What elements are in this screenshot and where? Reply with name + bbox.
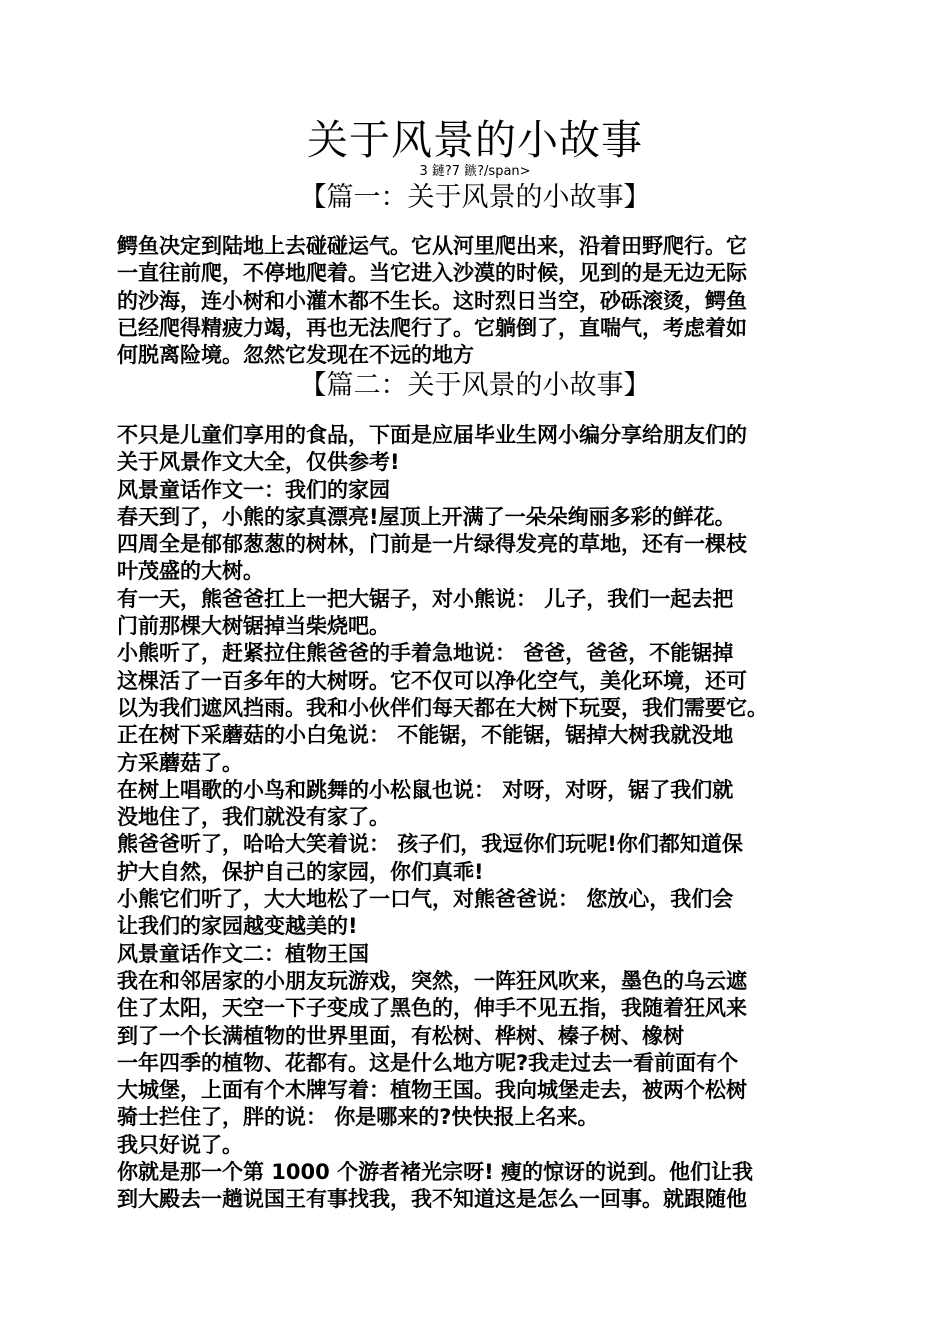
text-line: 风景童话作文一：我们的家园: [117, 477, 390, 502]
text-line: 关于风景作文大全，仅供参考!: [117, 450, 400, 475]
document-meta: 3 鏈?7 鏃?/span>: [419, 164, 531, 179]
text-line: 你就是那一个第 1000 个游者褚光宗呀! 瘦的惊讶的说到。他们让我: [117, 1160, 753, 1185]
text-line: 在树上唱歌的小鸟和跳舞的小松鼠也说： 对呀，对呀，锯了我们就: [117, 777, 734, 802]
text-line: 熊爸爸听了，哈哈大笑着说： 孩子们，我逗你们玩呢!你们都知道保: [117, 832, 743, 857]
text-line: 一直往前爬，不停地爬着。当它进入沙漠的时候，见到的是无边无际: [117, 261, 747, 286]
text-line: 不只是儿童们享用的食品，下面是应届毕业生网小编分享给朋友们的: [117, 423, 747, 447]
text-line: 这棵活了一百多年的大树呀。它不仅可以净化空气，美化环境，还可: [117, 668, 747, 693]
text-line: 门前那棵大树锯掉当柴烧吧。: [117, 614, 390, 639]
text-line: 正在树下采蘑菇的小白兔说： 不能锯，不能锯，锯掉大树我就没地: [117, 723, 734, 748]
text-line: 小熊听了，赶紧拉住熊爸爸的手着急地说： 爸爸，爸爸，不能锯掉: [117, 641, 734, 666]
text-line: 方采蘑菇了。: [117, 750, 243, 775]
text-line: 一年四季的植物、花都有。这是什么地方呢?我走过去一看前面有个: [117, 1050, 739, 1075]
text-line: 让我们的家园越变越美的!: [117, 914, 358, 939]
text-line: 护大自然，保护自己的家园，你们真乖!: [117, 859, 484, 884]
section-2-heading: 【篇二：关于风景的小故事】: [299, 370, 651, 401]
text-line: 我只好说了。: [117, 1132, 243, 1157]
text-line: 没地住了，我们就没有家了。: [117, 805, 390, 830]
section-1-heading: 【篇一：关于风景的小故事】: [299, 182, 651, 213]
text-line: 已经爬得精疲力竭，再也无法爬行了。它躺倒了，直喘气，考虑着如: [117, 315, 747, 340]
text-line: 四周全是郁郁葱葱的树林，门前是一片绿得发亮的草地，还有一棵枝: [117, 532, 747, 557]
text-line: 住了太阳，天空一下子变成了黑色的，伸手不见五指，我随着狂风来: [117, 996, 747, 1021]
text-line: 我在和邻居家的小朋友玩游戏，突然，一阵狂风吹来，墨色的乌云遮: [117, 968, 747, 993]
text-line: 春天到了，小熊的家真漂亮!屋顶上开满了一朵朵绚丽多彩的鲜花。: [117, 504, 736, 529]
text-line: 到了一个长满植物的世界里面，有松树、桦树、榛子树、橡树: [117, 1023, 684, 1048]
text-line: 的沙海，连小树和小灌木都不生长。这时烈日当空，砂砾滚烫，鳄鱼: [117, 288, 747, 313]
section-1-body: [117, 233, 857, 369]
text-line: 以为我们遮风挡雨。我和小伙伴们每天都在大树下玩耍，我们需要它。: [117, 695, 768, 720]
text-line: 到大殿去一趟说国王有事找我，我不知道这是怎么一回事。就跟随他: [117, 1187, 747, 1212]
text-line: 叶茂盛的大树。: [117, 559, 264, 584]
text-line: 骑士拦住了，胖的说： 你是哪来的?快快报上名来。: [117, 1105, 599, 1130]
text-line: 风景童话作文二：植物王国: [117, 941, 369, 966]
text-line: 大城堡，上面有个木牌写着：植物王国。我向城堡走去，被两个松树: [117, 1078, 747, 1103]
text-line: 鳄鱼决定到陆地上去碰碰运气。它从河里爬出来，沿着田野爬行。它: [117, 234, 747, 258]
document-title: 关于风景的小故事: [307, 116, 643, 164]
text-line: 有一天，熊爸爸扛上一把大锯子，对小熊说： 儿子，我们一起去把: [117, 586, 734, 611]
section-2-body: [117, 422, 857, 1214]
text-line: 小熊它们听了，大大地松了一口气，对熊爸爸说： 您放心，我们会: [117, 887, 734, 912]
text-line: 何脱离险境。忽然它发现在不远的地方: [117, 343, 474, 368]
